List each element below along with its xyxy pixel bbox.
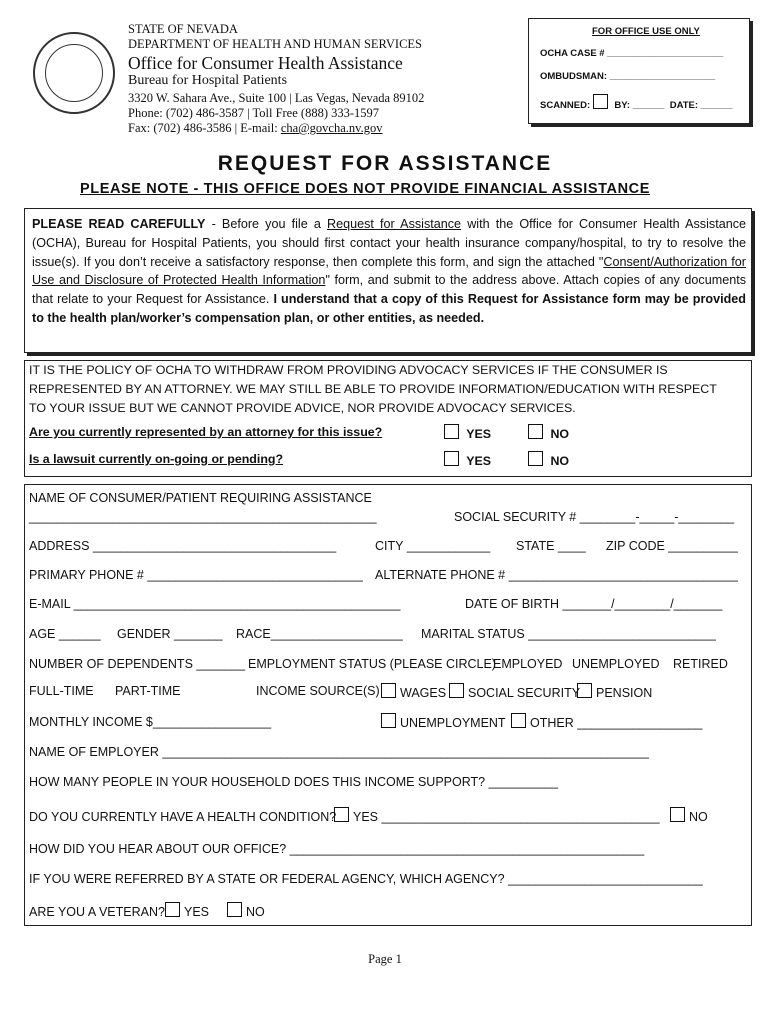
no-label: NO [550, 427, 570, 441]
unemployment-label: UNEMPLOYMENT [400, 716, 506, 730]
zip-field[interactable]: ZIP CODE __________ [606, 539, 738, 553]
yes-label: YES [466, 427, 492, 441]
consumer-name-label: NAME OF CONSUMER/PATIENT REQUIRING ASSISTANCE [29, 491, 372, 505]
office-use-box [528, 18, 750, 124]
scanned-label: SCANNED: [540, 100, 591, 111]
wages-label: WAGES [400, 686, 447, 700]
pension-label: PENSION [596, 686, 653, 700]
dob-field[interactable]: DATE OF BIRTH _______/________/_______ [465, 597, 723, 611]
financial-note: PLEASE NOTE - THIS OFFICE DOES NOT PROVIDE FINANCIAL ASSISTANCE [79, 181, 651, 197]
dependents-field[interactable]: NUMBER OF DEPENDENTS _______ [29, 657, 246, 671]
bureau-name: Bureau for Hospital Patients [128, 73, 288, 88]
lawsuit-no[interactable] [528, 451, 569, 468]
health-no-option[interactable] [670, 807, 708, 824]
date-field[interactable]: DATE: ______ [669, 100, 733, 111]
read-lead: PLEASE READ CAREFULLY [32, 217, 206, 231]
pension-option[interactable] [577, 683, 652, 700]
marital-status-field[interactable]: MARITAL STATUS ___________________________ [421, 627, 716, 641]
unemployment-checkbox[interactable] [381, 713, 396, 728]
wages-checkbox[interactable] [381, 683, 396, 698]
ocha-case-field[interactable]: OCHA CASE # ______________________ [540, 48, 724, 59]
gender-field[interactable]: GENDER _______ [117, 627, 223, 641]
yes-label: YES [466, 454, 492, 468]
veteran-question: ARE YOU A VETERAN? [29, 905, 165, 919]
by-field[interactable]: BY: ______ [614, 100, 665, 111]
attorney-no[interactable] [528, 424, 569, 441]
veteran-no-checkbox[interactable] [227, 902, 242, 917]
office-use-title: FOR OFFICE USE ONLY [592, 26, 700, 37]
employed-option[interactable]: EMPLOYED [493, 657, 563, 671]
policy-line-1: IT IS THE POLICY OF OCHA TO WITHDRAW FROM PROVIDING ADVOCACY SERVICES IF THE CONSUMER IS [29, 363, 668, 377]
email-field[interactable]: E-MAIL _______________________________________________ [29, 597, 401, 611]
health-yes-option[interactable] [334, 807, 660, 824]
policy-line-2: REPRESENTED BY AN ATTORNEY. WE MAY STILL BE ABLE TO PROVIDE INFORMATION/EDUCATION WITH RESPECT [29, 382, 717, 396]
parttime-option[interactable]: PART-TIME [115, 684, 181, 698]
unemployed-option[interactable]: UNEMPLOYED [572, 657, 660, 671]
consent-form-link: Consent/Authorization for Use and Disclosure of Protected Health Information [32, 254, 746, 288]
monthly-income-field[interactable]: MONTHLY INCOME $_________________ [29, 715, 272, 729]
fulltime-option[interactable]: FULL-TIME [29, 684, 94, 698]
income-source-label: INCOME SOURCE(S) [256, 684, 380, 698]
age-field[interactable]: AGE ______ [29, 627, 101, 641]
ssn-field[interactable]: SOCIAL SECURITY # ________-_____-________ [454, 510, 735, 524]
office-phone: Phone: (702) 486-3587 | Toll Free (888) 333-1597 [128, 106, 380, 120]
office-name: Office for Consumer Health Assistance [128, 53, 403, 73]
no-label: NO [550, 454, 570, 468]
nevada-state-seal [33, 32, 115, 114]
hear-about-field[interactable]: HOW DID YOU HEAR ABOUT OUR OFFICE? ___________________________________________________ [29, 842, 645, 856]
attorney-no-checkbox[interactable] [528, 424, 543, 439]
health-no-checkbox[interactable] [670, 807, 685, 822]
employment-status-label: EMPLOYMENT STATUS (PLEASE CIRCLE) [248, 657, 496, 671]
page-title: REQUEST FOR ASSISTANCE [217, 152, 553, 175]
veteran-yes-checkbox[interactable] [165, 902, 180, 917]
office-address: 3320 W. Sahara Ave., Suite 100 | Las Vegas, Nevada 89102 [128, 91, 425, 105]
veteran-no-option[interactable] [227, 902, 265, 919]
veteran-yes-label: YES [184, 905, 210, 919]
city-field[interactable]: CITY ____________ [375, 539, 491, 553]
attorney-yes-checkbox[interactable] [444, 424, 459, 439]
state-name: STATE OF NEVADA [128, 22, 238, 36]
pension-checkbox[interactable] [577, 683, 592, 698]
read-acknowledgement: I understand that a copy of this Request for Assistance form may be provided to the health plan/worker’s compensation plan, or other entities, as needed. [32, 292, 746, 325]
other-option[interactable] [511, 713, 702, 730]
health-yes-field[interactable]: YES ________________________________________ [353, 810, 660, 824]
health-yes-checkbox[interactable] [334, 807, 349, 822]
lawsuit-no-checkbox[interactable] [528, 451, 543, 466]
retired-option[interactable]: RETIRED [673, 657, 728, 671]
request-link: Request for Assistance [326, 217, 462, 231]
page-number: Page 1 [368, 952, 402, 966]
race-field[interactable]: RACE___________________ [236, 627, 403, 641]
attorney-yes[interactable] [444, 424, 491, 441]
social-security-option[interactable] [449, 683, 580, 700]
read-text-3: " form, and submit to the address above. Attach copies of any documents that relate to your Request for Assistance. [32, 273, 746, 307]
veteran-yes-option[interactable] [165, 902, 209, 919]
lawsuit-yes[interactable] [444, 451, 491, 468]
read-text-1: - Before you file a [205, 217, 327, 231]
consumer-name-field[interactable]: __________________________________________________ [29, 510, 377, 524]
other-checkbox[interactable] [511, 713, 526, 728]
other-field[interactable]: OTHER __________________ [530, 716, 703, 730]
referred-agency-field[interactable]: IF YOU WERE REFERRED BY A STATE OR FEDERAL AGENCY, WHICH AGENCY? ____________________________ [29, 872, 703, 886]
employer-field[interactable]: NAME OF EMPLOYER ______________________________________________________________________ [29, 745, 649, 759]
address-field[interactable]: ADDRESS ___________________________________ [29, 539, 337, 553]
wages-option[interactable] [381, 683, 446, 700]
read-carefully-text [32, 215, 746, 328]
department-name: DEPARTMENT OF HEALTH AND HUMAN SERVICES [128, 37, 423, 51]
scanned-checkbox[interactable] [593, 94, 608, 109]
read-text-2: with the Office for Consumer Health Assistance (OCHA), Bureau for Hospital Patients, you should first contact your health insurance company/hospital, to try to resolve the issue(s). If you don’t receive a satisfactory response, then complete this form, and sign the attached " [32, 217, 746, 269]
health-no-label: NO [689, 810, 708, 824]
household-field[interactable]: HOW MANY PEOPLE IN YOUR HOUSEHOLD DOES THIS INCOME SUPPORT? __________ [29, 775, 559, 789]
alternate-phone-field[interactable]: ALTERNATE PHONE # _________________________________ [375, 568, 739, 582]
attorney-question: Are you currently represented by an attorney for this issue? [29, 425, 383, 439]
ombudsman-field[interactable]: OMBUDSMAN: ____________________ [540, 71, 716, 82]
lawsuit-yes-checkbox[interactable] [444, 451, 459, 466]
policy-line-3: TO YOUR ISSUE BUT WE CANNOT PROVIDE ADVICE, NOR PROVIDE ADVOCACY SERVICES. [29, 401, 576, 415]
social-security-label: SOCIAL SECURITY [468, 686, 581, 700]
veteran-no-label: NO [246, 905, 265, 919]
primary-phone-field[interactable]: PRIMARY PHONE # _______________________________ [29, 568, 363, 582]
unemployment-option[interactable] [381, 713, 506, 730]
health-condition-question: DO YOU CURRENTLY HAVE A HEALTH CONDITION? [29, 810, 337, 824]
lawsuit-question: Is a lawsuit currently on-going or pending? [29, 452, 284, 466]
social-security-checkbox[interactable] [449, 683, 464, 698]
email-link[interactable]: cha@govcha.nv.gov [280, 121, 383, 135]
office-fax [128, 121, 382, 136]
fax-text: Fax: (702) 486-3586 | E-mail: [128, 121, 281, 135]
scanned-field [540, 94, 732, 111]
state-field[interactable]: STATE ____ [516, 539, 586, 553]
